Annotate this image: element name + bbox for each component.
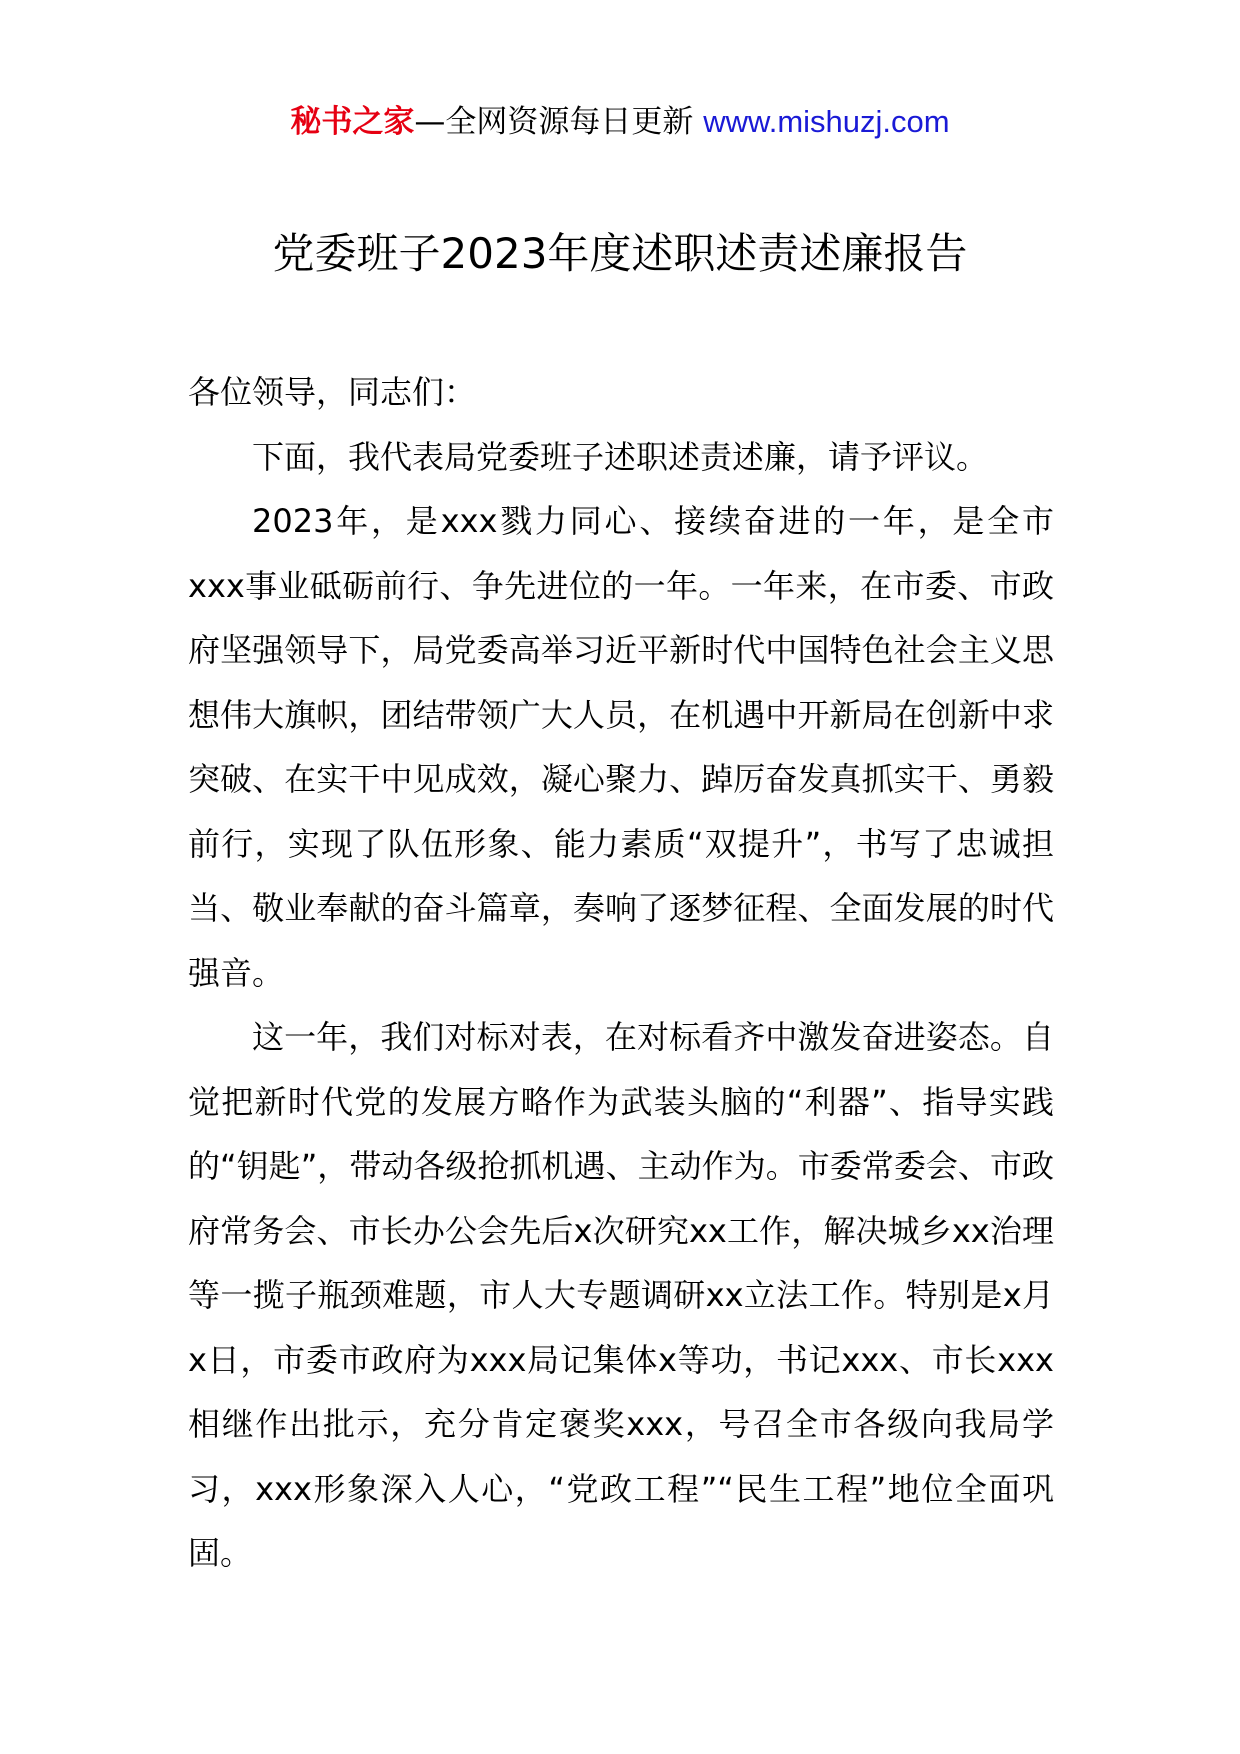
site-brand: 秘书之家	[290, 104, 415, 140]
site-header	[0, 100, 1240, 144]
document-body	[188, 360, 1054, 1586]
site-slogan: —全网资源每日更新	[414, 104, 694, 140]
document-title: 党委班子2023年度述职述责述廉报告	[272, 229, 968, 278]
site-url-link[interactable]: www.mishuzj.com	[703, 104, 950, 139]
body-paragraph: 这一年，我们对标对表，在对标看齐中激发奋进姿态。自觉把新时代党的发展方略作为武装头脑的“利器”、指导实践的“钥匙”，带动各级抢抓机遇、主动作为。市委常委会、市政府常务会、市长办公会先后x次研究xx工作，解决城乡xx治理等一揽子瓶颈难题，市人大专题调研xx立法工作。特别是x月x日，市委市政府为xxx局记集体x等功，书记xxx、市长xxx相继作出批示，充分肯定褒奖xxx，号召全市各级向我局学习，xxx形象深入人心，“党政工程”“民生工程”地位全面巩固。	[188, 1018, 1054, 1572]
salutation: 各位领导，同志们：	[188, 373, 477, 411]
body-paragraph: 下面，我代表局党委班子述职述责述廉，请予评议。	[252, 437, 989, 476]
body-paragraph: 2023年，是xxx戮力同心、接续奋进的一年，是全市xxx事业砥砺前行、争先进位的一年。一年来，在市委、市政府坚强领导下，局党委高举习近平新时代中国特色社会主义思想伟大旗帜，团结带领广大人员，在机遇中开新局在创新中求突破、在实干中见成效，凝心聚力、踔厉奋发真抓实干、勇毅前行，实现了队伍形象、能力素质“双提升”，书写了忠诚担当、敬业奉献的奋斗篇章，奏响了逐梦征程、全面发展的时代强音。	[188, 502, 1054, 992]
